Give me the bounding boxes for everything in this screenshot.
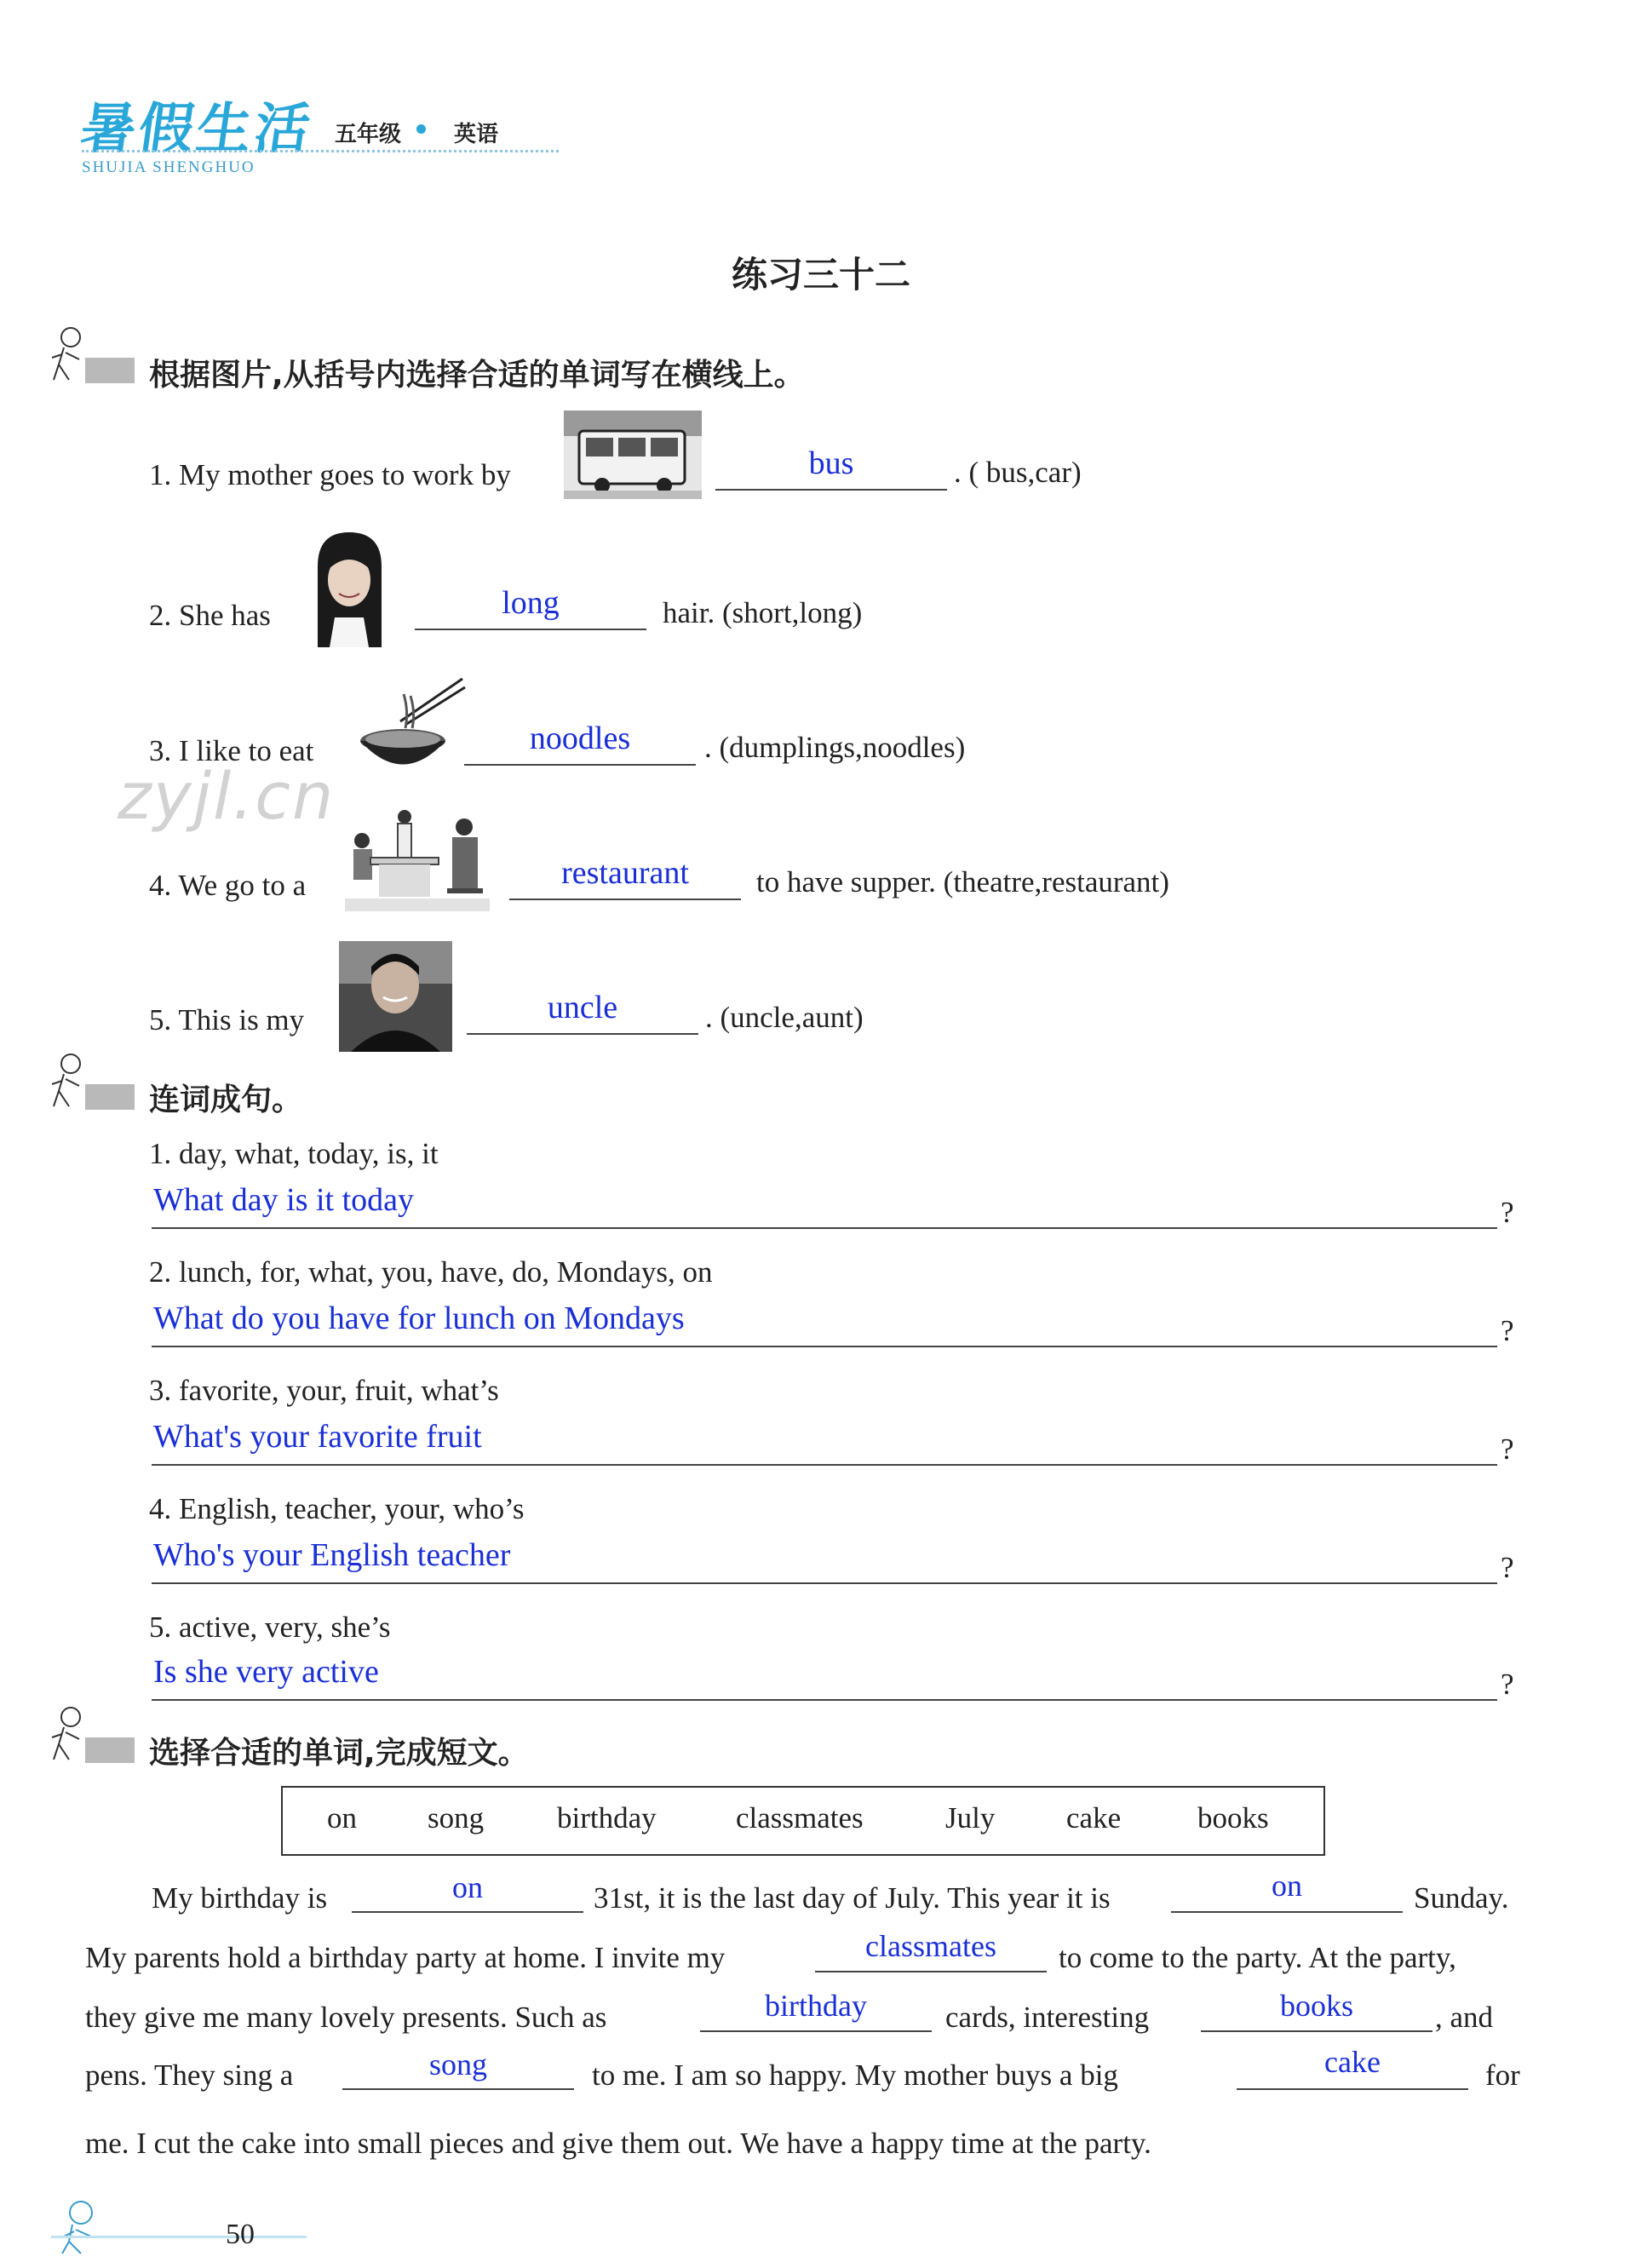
passage-blank-2[interactable] <box>1171 1911 1403 1913</box>
answer-3: noodles <box>529 721 631 756</box>
question-3-options: . (dumplings,noodles) <box>704 731 966 764</box>
passage-text: pens. They sing a <box>85 2058 294 2092</box>
word-bank-item: on <box>327 1801 357 1834</box>
word-bank-item: birthday <box>557 1801 657 1834</box>
question-2-text: 2. She has <box>149 599 271 632</box>
answer-blank-5[interactable] <box>467 1033 698 1035</box>
reorder-prompt-4: 4. English, teacher, your, who’s <box>149 1492 525 1525</box>
passage-text: , and <box>1435 2001 1494 2034</box>
question-4-text: 4. We go to a <box>149 869 307 902</box>
watermark: zyjl.cn <box>118 758 336 834</box>
answer-4: restaurant <box>561 855 689 891</box>
question-5-options: . (uncle,aunt) <box>705 1001 864 1034</box>
passage-text: to me. I am so happy. My mother buys a big <box>592 2058 1118 2092</box>
reorder-answer-3: What's your favorite fruit <box>153 1419 482 1455</box>
reorder-blank-4[interactable] <box>152 1582 1497 1584</box>
section2-instruction: 连词成句。 <box>149 1082 303 1117</box>
page-number: 50 <box>226 2219 255 2250</box>
passage-text: My birthday is <box>152 1881 328 1915</box>
restaurant-picture <box>345 805 490 911</box>
footer-divider <box>51 2236 307 2238</box>
answer-5: uncle <box>547 990 618 1025</box>
kid-writing-icon <box>47 1703 136 1767</box>
passage-text: me. I cut the cake into small pieces and give them out. We have a happy time at the party. <box>85 2127 1151 2160</box>
passage-answer-7: cake <box>1324 2045 1381 2079</box>
word-bank <box>281 1786 1325 1856</box>
passage-blank-6[interactable] <box>342 2088 574 2090</box>
passage-blank-3[interactable] <box>815 1971 1047 1972</box>
answer-blank-2[interactable] <box>415 629 646 630</box>
passage-text: they give me many lovely presents. Such as <box>85 2001 607 2034</box>
girl-picture <box>309 532 390 647</box>
question-4-options: to have supper. (theatre,restaurant) <box>756 865 1169 899</box>
word-bank-item: classmates <box>736 1801 864 1834</box>
question-mark-2: ? <box>1501 1314 1514 1347</box>
passage-text: Sunday. <box>1414 1881 1509 1915</box>
question-mark-5: ? <box>1501 1668 1514 1701</box>
page-title: 练习三十二 <box>731 254 910 296</box>
answer-blank-4[interactable] <box>509 899 741 900</box>
reorder-prompt-1: 1. day, what, today, is, it <box>149 1137 439 1170</box>
passage-text: to come to the party. At the party, <box>1059 1941 1456 1974</box>
question-mark-3: ? <box>1501 1433 1514 1466</box>
passage-answer-4: birthday <box>765 1989 867 2023</box>
reorder-blank-3[interactable] <box>152 1464 1497 1466</box>
passage-blank-1[interactable] <box>352 1911 583 1913</box>
question-1-text: 1. My mother goes to work by <box>149 458 511 491</box>
reorder-prompt-2: 2. lunch, for, what, you, have, do, Mondays, on <box>149 1255 713 1289</box>
bus-picture <box>564 411 702 499</box>
word-bank-item: song <box>428 1801 485 1834</box>
reorder-answer-5: Is she very active <box>153 1654 379 1690</box>
question-mark-4: ? <box>1501 1551 1514 1584</box>
reorder-answer-4: Who's your English teacher <box>153 1537 511 1573</box>
reorder-blank-5[interactable] <box>152 1699 1497 1701</box>
kid-writing-icon <box>47 324 136 388</box>
passage-text: for <box>1485 2058 1520 2092</box>
question-2-options: hair. (short,long) <box>663 596 863 629</box>
answer-2: long <box>502 585 560 621</box>
man-picture <box>339 941 452 1052</box>
header-divider <box>82 150 559 152</box>
passage-blank-5[interactable] <box>1201 2030 1432 2032</box>
section3-instruction: 选择合适的单词,完成短文。 <box>149 1736 529 1771</box>
subject-label: 英语 <box>454 122 499 147</box>
passage-blank-4[interactable] <box>700 2030 932 2032</box>
reorder-answer-1: What day is it today <box>153 1182 415 1218</box>
word-bank-item: cake <box>1066 1801 1122 1834</box>
passage-text: 31st, it is the last day of July. This year it is <box>594 1881 1111 1915</box>
kid-writing-icon <box>47 1050 136 1114</box>
passage-answer-6: song <box>428 2047 487 2081</box>
noodles-picture <box>356 677 467 771</box>
passage-answer-1: on <box>452 1870 483 1904</box>
brand-title: 暑假生活 <box>76 98 318 161</box>
question-1-options: . ( bus,car) <box>954 456 1082 489</box>
reorder-blank-2[interactable] <box>152 1346 1497 1347</box>
passage-text: My parents hold a birthday party at home. I invite my <box>85 1941 726 1974</box>
answer-blank-1[interactable] <box>715 489 947 491</box>
grade-label: 五年级 <box>335 122 402 147</box>
reorder-answer-2: What do you have for lunch on Mondays <box>153 1301 685 1336</box>
passage-answer-3: classmates <box>865 1929 996 1963</box>
word-bank-item: July <box>945 1801 996 1834</box>
kid-mascot-icon <box>47 2197 123 2257</box>
question-3-text: 3. I like to eat <box>149 734 314 767</box>
word-bank-item: books <box>1197 1801 1269 1834</box>
separator-dot <box>416 124 426 134</box>
question-5-text: 5. This is my <box>149 1003 305 1036</box>
question-mark-1: ? <box>1501 1196 1514 1229</box>
passage-answer-2: on <box>1272 1869 1302 1903</box>
reorder-prompt-5: 5. active, very, she’s <box>149 1611 391 1644</box>
brand-subtitle: SHUJIA SHENGHUO <box>82 158 255 176</box>
reorder-prompt-3: 3. favorite, your, fruit, what’s <box>149 1374 499 1407</box>
section1-instruction: 根据图片,从括号内选择合适的单词写在横线上。 <box>149 358 805 393</box>
reorder-blank-1[interactable] <box>152 1227 1497 1229</box>
answer-1: bus <box>808 445 854 481</box>
passage-answer-5: books <box>1279 1989 1353 2023</box>
answer-blank-3[interactable] <box>464 764 696 766</box>
passage-text: cards, interesting <box>945 2001 1150 2034</box>
passage-blank-7[interactable] <box>1237 2088 1468 2090</box>
